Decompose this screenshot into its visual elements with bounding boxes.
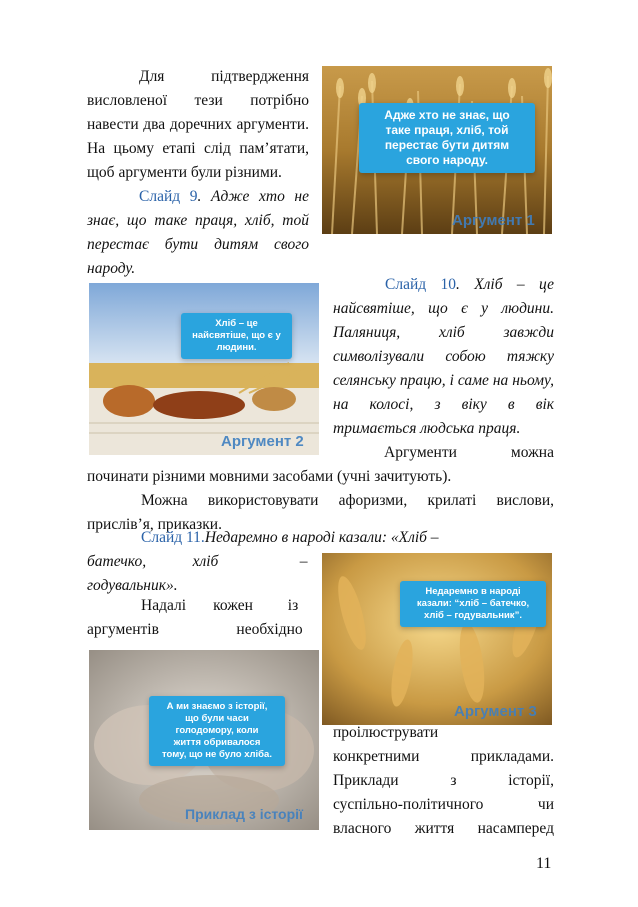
argument-2-image — [89, 283, 319, 455]
history-example-label: Приклад з історії — [185, 806, 303, 822]
slide-11-line1 — [87, 526, 554, 550]
slide-11-text-a: Недаремно в народі казали: «Хліб – — [204, 529, 439, 546]
slide-9-paragraph: Слайд 9. Адже хто не знає, що таке праця, хліб, той перестає бути дитям свого народу. — [87, 188, 309, 277]
argument-1-image — [322, 66, 552, 234]
slide-10-paragraph: Слайд 10. Хліб – це найсвятіше, що є у людини. Паляниця, хліб завжди символізували собою тяжку селянську працю, і саме на ньому, на колосі, з віку в вік тримається людська праця. — [333, 276, 554, 437]
examples-paragraph: проілюструвати конкретними прикладами. Приклади з історії, суспільно-політичного чи власного життя насамперед — [333, 724, 554, 837]
slide-11-line2: батечко, хліб – годувальник». — [87, 553, 308, 594]
argument-2-caption: Хліб – це найсвятіше, що є у людини. — [181, 313, 292, 359]
bread-picture — [89, 283, 319, 455]
slide-10-label: Слайд 10 — [385, 276, 456, 293]
argument-1-caption: Адже хто не знає, що таке праця, хліб, той перестає бути дитям свого народу. — [359, 103, 535, 173]
argument-2-label: Аргумент 2 — [221, 433, 304, 450]
slide-9-text: Адже хто не знає, що таке праця, хліб, той перестає бути дитям свого народу. — [87, 188, 309, 277]
slide-9-label: Слайд 9 — [139, 188, 198, 205]
aphorisms-paragraph: Можна використовувати афоризми, крилаті вислови, прислів’я, приказки. — [87, 492, 554, 533]
argument-1-label: Аргумент 1 — [452, 212, 535, 229]
slide-10-text: Хліб – це найсвятіше, що є у людини. Паляниця, хліб завжди символізували собою тяжку селянську працю, і саме на ньому, на колосі, з віку в вік тримається людська праця. — [333, 276, 554, 437]
slide-11-label: Слайд 11. — [141, 529, 205, 546]
argument-3-image — [322, 553, 552, 725]
page-number: 11 — [536, 855, 552, 872]
next-paragraph-start: Надалі кожен із аргументів необхідно — [87, 597, 303, 638]
argument-3-label: Аргумент 3 — [454, 703, 537, 720]
history-example-caption: А ми знаємо з історії, що були часи голодомору, коли життя обривалося тому, що не було хліба. — [149, 696, 285, 766]
intro-paragraph: Для підтвердження висловленої тези потрібно навести два доречних аргументи. На цьому етапі слід пам’ятати, щоб аргументи були різними. — [87, 68, 309, 181]
argument-3-caption: Недаремно в народі казали: “хліб – батечко, хліб – годувальник”. — [400, 581, 546, 627]
wheat-closeup-picture — [322, 553, 552, 725]
history-example-image — [89, 650, 319, 830]
arguments-paragraph: Аргументи можна починати різними мовними засобами (учні зачитують). — [87, 444, 554, 485]
